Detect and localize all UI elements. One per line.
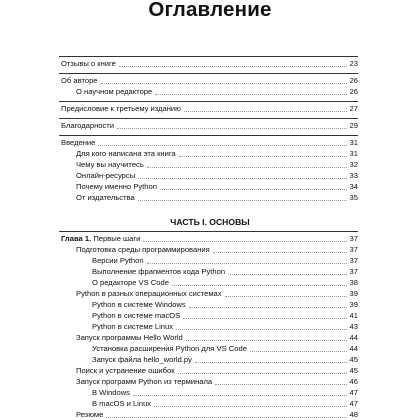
toc-entry[interactable] [0, 181, 420, 192]
toc-entry[interactable] [0, 159, 420, 170]
toc-entry-text: Запуск программ Python из терминала [76, 377, 213, 386]
dot-leader [138, 178, 347, 179]
toc-entry-label [61, 120, 114, 131]
toc-entry[interactable] [0, 75, 420, 86]
dot-leader [186, 340, 347, 341]
toc-entry-text: Запуск файла hello_world.py [92, 355, 192, 364]
toc-entry[interactable] [0, 310, 420, 321]
toc-entry-label [76, 181, 157, 192]
toc-entry-text: Первые шаги [91, 234, 141, 243]
toc-entry-label [76, 376, 212, 387]
toc-entry-text: Благодарности [61, 121, 115, 130]
toc-page-number: 44 [349, 333, 358, 342]
toc-page-number: 43 [349, 322, 358, 331]
dot-leader [184, 111, 347, 112]
toc-page-number: 29 [349, 121, 358, 130]
toc-entry[interactable] [0, 365, 420, 376]
toc-entry-label [76, 170, 135, 181]
dot-leader [147, 263, 347, 264]
dot-leader [215, 384, 347, 385]
toc-entry-text: Чему вы научитесь [76, 160, 144, 169]
toc-entry-text: Для кого написана эта книга [76, 149, 176, 158]
toc-entry[interactable] [0, 409, 420, 420]
toc-entry-text: Python в системе Linux [92, 322, 174, 331]
toc-entry-label [76, 288, 222, 299]
dot-leader [138, 200, 347, 201]
dot-leader [178, 373, 347, 374]
toc-entry-text: Поиск и устранение ошибок [76, 366, 175, 375]
dot-leader [119, 66, 347, 67]
dot-leader [133, 395, 347, 396]
toc-page-number: 27 [349, 104, 358, 113]
toc-entry-label [61, 233, 140, 244]
dot-leader [225, 296, 347, 297]
toc-entry-text: Python в системе Windows [92, 300, 186, 309]
toc-page-number: 46 [349, 377, 358, 386]
toc-entry[interactable] [0, 321, 420, 332]
toc-entry[interactable] [0, 266, 420, 277]
toc-entry-label [92, 277, 169, 288]
toc-entry-text: Версии Python [92, 256, 144, 265]
toc-entry-label [92, 354, 192, 365]
part-heading: ЧАСТЬ I. ОСНОВЫ [170, 217, 250, 227]
toc-page-number: 23 [349, 59, 358, 68]
toc-entry-text: Отзывы о книге [61, 59, 116, 68]
toc-entry-label [61, 75, 98, 86]
toc-entry-text: От издательства [76, 193, 135, 202]
toc-entry-label [92, 299, 186, 310]
toc-entry-text: Python в системе macOS [92, 311, 181, 320]
dot-leader [176, 329, 347, 330]
toc-entry[interactable] [0, 376, 420, 387]
toc-entry[interactable] [0, 398, 420, 409]
dot-leader [98, 145, 347, 146]
toc-entry-text: Резюме [76, 410, 104, 419]
toc-page-number: 35 [349, 193, 358, 202]
toc-page-number: 26 [349, 76, 358, 85]
toc-entry-label [76, 159, 144, 170]
dot-leader [172, 285, 347, 286]
toc-entry-text: Python в разных операционных системах [76, 289, 222, 298]
toc-entry[interactable] [0, 137, 420, 148]
toc-entry-text: В macOS и Linux [92, 399, 152, 408]
toc-entry-text: О редакторе VS Code [92, 278, 169, 287]
toc-page-number: 38 [349, 278, 358, 287]
toc-entry[interactable] [0, 255, 420, 266]
dot-leader [228, 274, 347, 275]
toc-entry-label [76, 192, 135, 203]
dot-leader [101, 83, 347, 84]
dot-leader [154, 406, 347, 407]
dot-leader [213, 252, 347, 253]
toc-page-number: 37 [349, 256, 358, 265]
dot-leader [195, 362, 347, 363]
toc-entry-text: Подготовка среды программирования [76, 245, 210, 254]
toc-page-number: 33 [349, 171, 358, 180]
page-title: Оглавление [148, 0, 272, 21]
toc-page-number: 47 [349, 399, 358, 408]
toc-entry[interactable] [0, 233, 420, 244]
toc-entry[interactable] [0, 332, 420, 343]
toc-entry-label [92, 387, 130, 398]
toc-entry[interactable] [0, 103, 420, 114]
toc-page-number: 47 [349, 388, 358, 397]
dot-leader [106, 417, 347, 418]
dot-leader [155, 94, 347, 95]
toc-entry-label [76, 332, 183, 343]
dot-leader [183, 318, 347, 319]
dot-leader [189, 307, 347, 308]
toc-entry-text: В Windows [92, 388, 130, 397]
toc-entry-label [61, 58, 116, 69]
toc-entry-label [61, 137, 95, 148]
toc-page-number: 44 [349, 344, 358, 353]
toc-entry[interactable] [0, 86, 420, 97]
toc-entry-label [76, 365, 175, 376]
toc-page-number: 41 [349, 311, 358, 320]
toc-page-number: 37 [349, 267, 358, 276]
toc-entry-text: Выполнение фрагментов кода Python [92, 267, 226, 276]
toc-entry[interactable] [0, 299, 420, 310]
toc-entry-label [92, 321, 173, 332]
dot-leader [250, 351, 347, 352]
toc-entry[interactable] [0, 58, 420, 69]
toc-entry[interactable] [0, 192, 420, 203]
toc-page-number: 31 [349, 149, 358, 158]
dot-leader [117, 128, 347, 129]
toc-entry[interactable] [0, 277, 420, 288]
toc-page-number: 39 [349, 300, 358, 309]
toc-entry[interactable] [0, 170, 420, 181]
chapter-number: Глава 1. [61, 234, 92, 243]
toc-page-number: 37 [349, 245, 358, 254]
toc-entry[interactable] [0, 354, 420, 365]
toc-entry[interactable] [0, 120, 420, 131]
toc-entry[interactable] [0, 244, 420, 255]
toc-entry-text: О научном редакторе [76, 87, 153, 96]
toc-entry-label [92, 266, 225, 277]
toc-entry-text: Запуск программы Hello World [76, 333, 183, 342]
toc-entry-text: Почему именно Python [76, 182, 157, 191]
toc-page-number: 39 [349, 289, 358, 298]
toc-page-number: 45 [349, 355, 358, 364]
toc-entry[interactable] [0, 288, 420, 299]
toc-page-number: 31 [349, 138, 358, 147]
toc-page-number: 45 [349, 366, 358, 375]
dot-leader [179, 156, 347, 157]
toc-page-number: 37 [349, 234, 358, 243]
toc-page-number: 34 [349, 182, 358, 191]
toc-page-number: 32 [349, 160, 358, 169]
toc-entry-text: Предисловие к третьему изданию [61, 104, 181, 113]
dot-leader [160, 189, 347, 190]
dot-leader [143, 241, 347, 242]
toc-entry-text: Об авторе [61, 76, 98, 85]
toc-page-number: 48 [349, 410, 358, 419]
toc-entry-text: Введение [61, 138, 96, 147]
toc-entry-text: Онлайн-ресурсы [76, 171, 136, 180]
toc-entry-label [76, 148, 176, 159]
toc-entry[interactable] [0, 343, 420, 354]
toc-entry-label [92, 255, 144, 266]
toc-entry-label [92, 343, 247, 354]
toc-entry[interactable] [0, 148, 420, 159]
toc-entry-label [92, 310, 180, 321]
toc-entry[interactable] [0, 387, 420, 398]
toc-entry-label [61, 103, 181, 114]
toc-entry-label [92, 398, 151, 409]
toc-page-number: 26 [349, 87, 358, 96]
toc-entry-label [76, 86, 152, 97]
toc-entry-label [76, 244, 210, 255]
toc-entry-text: Установка расширения Python для VS Code [92, 344, 247, 353]
dot-leader [147, 167, 347, 168]
toc-entry-label [76, 409, 103, 420]
